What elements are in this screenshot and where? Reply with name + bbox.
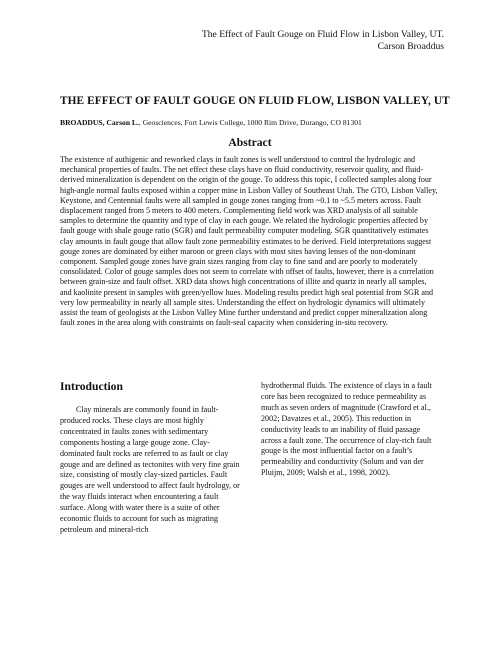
author-name: BROADDUS, Carson L. [60, 118, 139, 127]
abstract-heading: Abstract [228, 136, 272, 149]
running-header [202, 29, 444, 53]
byline [60, 118, 450, 128]
running-header-title: The Effect of Fault Gouge on Fluid Flow in Lisbon Valley, UT. [201, 29, 444, 40]
abstract-text: The existence of authigenic and reworked clays in fault zones is well understood to control the hydrologic and mechanical properties of faults. The net effect these clays have on fluid conductivity, reservoir quality, and fluid-derived mineralization is dependent on the origin of the gouge. To address this topic, I collected samples along four high-angle normal faults exposed within a copper mine in Lisbon Valley of Southeast Utah. The GTO, Lisbon Valley, Keystone, and Centennial faults were all sampled in gouge zones ranging from ~0.1 to ~5.5 meters across. Fault displacement ranged from 5 meters to 400 meters. Complementing field work was XRD analysis of all suitable samples to determine the quantity and type of clay in each gouge. We related the hydrologic properties affected by fault gouge with shale gouge ratio (SGR) and fault permeability computer modeling. SGR quantitatively estimates clay amounts in fault gouge that allow fault zone permeability estimates to be derived. Field interpretations suggest gouge zones are dominated by either maroon or green clays with most sites having lenses of the non-dominant component. Sampled gouge zones have grain sizes ranging from clay to fine sand and are poorly to moderately consolidated. Color of gouge samples does not seem to correlate with offset of faults, however, there is a correlation between grain-size and fault offset. XRD data shows high concentrations of illite and quartz in nearly all samples, and kaolinite present in samples with green/yellow hues. Modeling results predict high seal potential from SGR and very low permeability in nearly all sample sites. Understanding the effect on hydrologic dynamics will ultimately assist the team of geologists at the Lisbon Valley Mine further understand and predict copper mineralization along fault zones in the area along with constraints on fault-seal capacity when considering in-situ recovery. [60, 155, 438, 328]
paper-title: THE EFFECT OF FAULT GOUGE ON FLUID FLOW, LISBON VALLEY, UT [60, 95, 450, 107]
author-affiliation: , Geosciences, Fort Lewis College, 1000 Rim Drive, Durango, CO 81301 [138, 118, 362, 127]
introduction-heading: Introduction [60, 380, 123, 393]
running-header-author: Carson Broaddus [377, 41, 444, 52]
introduction-column-left: Clay minerals are commonly found in fault-produced rocks. These clays are most highly concentrated in faults zones with sedimentary components hosting a large gouge zone. Clay-dominated fault rocks are referred to as fault or clay gouge and are defined as tectonites with very fine grain size, consisting of mostly clay-sized particles. Fault gouges are well understood to affect fault hydrology, or the way fluids interact when encountering a fault surface. Along with water there is a suite of other economic fluids to account for such as migrating petroleum and mineral-rich [60, 405, 240, 534]
introduction-column-right: hydrothermal fluids. The existence of clays in a fault core has been recognized to reduce permeability as much as seven orders of magnitude (Crawford et al., 2002; Davatzes et al., 2005). This reduction in conductivity leads to an inability of fluid passage across a fault zone. The occurrence of clay-rich fault gouge is the most influential factor on a fault’s permeability and conductivity (Solum and van der Pluijm, 2009; Walsh et al., 1998, 2002). [261, 381, 432, 478]
